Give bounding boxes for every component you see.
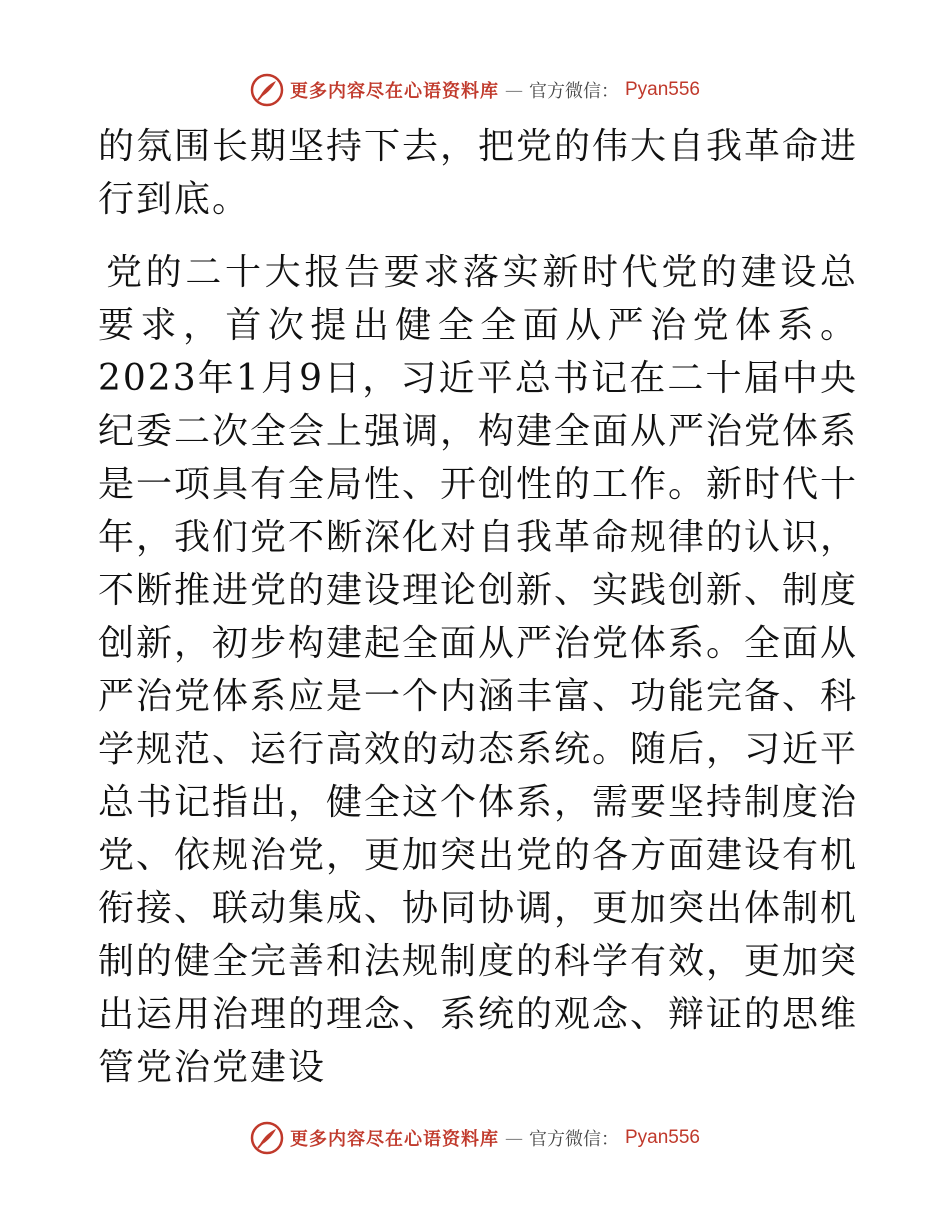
feather-logo-icon — [250, 73, 284, 107]
watermark-dash: — — [504, 1127, 523, 1149]
document-body — [98, 120, 858, 1094]
header-watermark — [0, 70, 950, 110]
paragraph-continuation: 的氛围长期坚持下去，把党的伟大自我革命进行到底。 — [98, 126, 859, 220]
watermark-wechat-id: Pyan556 — [624, 79, 700, 100]
feather-logo-icon — [250, 1121, 284, 1155]
watermark-label: 官方微信： — [528, 81, 619, 102]
watermark-red-text: 更多内容尽在心语资料库 — [289, 81, 499, 102]
watermark-red-text: 更多内容尽在心语资料库 — [289, 1129, 499, 1150]
paragraph-main: 党的二十大报告要求落实新时代党的建设总要求，首次提出健全全面从严治党体系。2023年1月9日，习近平总书记在二十届中央纪委二次全会上强调，构建全面从严治党体系是一项具有全局性、开创性的工作。新时代十年，我们党不断深化对自我革命规律的认识，不断推进党的建设理论创新、实践创新、制度创新，初步构建起全面从严治党体系。全面从严治党体系应是一个内涵丰富、功能完备、科学规范、运行高效的动态系统。随后，习近平总书记指出，健全这个体系，需要坚持制度治党、依规治党，更加突出党的各方面建设有机衔接、联动集成、协同协调，更加突出体制机制的健全完善和法规制度的科学有效，更加突出运用治理的理念、系统的观念、辩证的思维管党治党建设 — [98, 252, 859, 1088]
watermark-dash: — — [504, 79, 523, 101]
watermark-label: 官方微信： — [528, 1129, 619, 1150]
watermark-wechat-id: Pyan556 — [624, 1127, 700, 1148]
footer-watermark — [0, 1118, 950, 1158]
